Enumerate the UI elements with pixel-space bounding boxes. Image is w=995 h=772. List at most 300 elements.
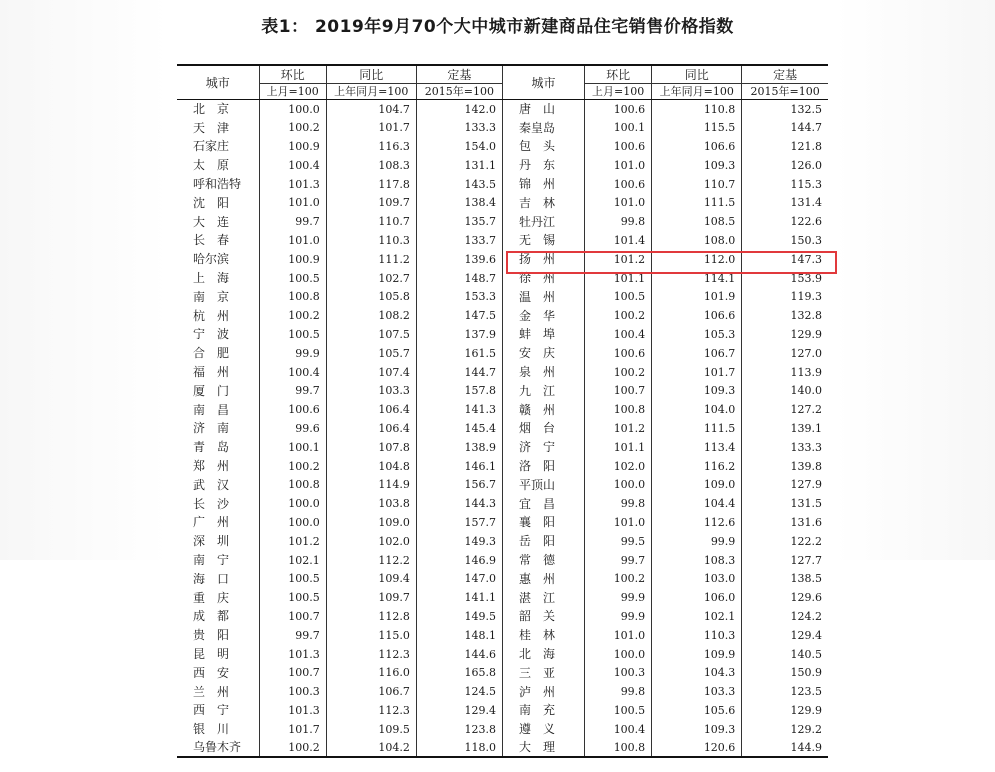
left-mom-cell: 100.2: [259, 457, 326, 476]
left-base-cell: 123.8: [416, 720, 502, 739]
header-mom-right: 环比: [585, 65, 652, 84]
right-city-cell: 桂 林: [502, 626, 584, 645]
left-base-cell: 153.3: [416, 287, 502, 306]
left-mom-cell: 100.3: [259, 682, 326, 701]
left-base-cell: 142.0: [416, 100, 502, 119]
right-base-cell: 144.7: [742, 118, 828, 137]
header-yoy-sub-right: 上年同月=100: [652, 84, 742, 100]
right-yoy-cell: 111.5: [652, 193, 742, 212]
left-mom-cell: 101.0: [259, 231, 326, 250]
page-shade-left: [0, 0, 168, 560]
left-mom-cell: 101.7: [259, 720, 326, 739]
right-base-cell: 139.8: [742, 457, 828, 476]
left-mom-cell: 101.3: [259, 645, 326, 664]
left-mom-cell: 100.9: [259, 250, 326, 269]
left-city-cell: 昆 明: [193, 647, 230, 661]
right-yoy-cell: 115.5: [652, 118, 742, 137]
right-city-cell: 宜 昌: [502, 494, 584, 513]
left-city-cell: 厦 门: [193, 383, 230, 398]
right-base-cell: 123.5: [742, 682, 828, 701]
left-city-cell: 宁 波: [193, 327, 230, 342]
right-mom-cell: 101.0: [585, 626, 652, 645]
left-base-cell: 138.9: [416, 438, 502, 457]
left-yoy-cell: 106.4: [326, 419, 416, 438]
left-mom-cell: 100.5: [259, 325, 326, 344]
left-mom-cell: 100.0: [259, 494, 326, 513]
right-yoy-cell: 112.6: [652, 513, 742, 532]
right-city-cell: 泉 州: [502, 363, 584, 382]
left-mom-cell: 101.0: [259, 193, 326, 212]
right-mom-cell: 101.2: [585, 250, 652, 269]
left-mom-cell: 100.7: [259, 607, 326, 626]
right-base-cell: 127.2: [742, 400, 828, 419]
right-yoy-cell: 104.3: [652, 663, 742, 682]
left-city-cell: 西 安: [193, 665, 230, 680]
right-yoy-cell: 109.9: [652, 645, 742, 664]
left-base-cell: 135.7: [416, 212, 502, 231]
left-mom-cell: 100.8: [259, 287, 326, 306]
table-row: [177, 287, 828, 306]
left-city-cell: 重 庆: [193, 590, 230, 605]
left-base-cell: 133.3: [416, 118, 502, 137]
left-base-cell: 138.4: [416, 193, 502, 212]
table-row: [177, 419, 828, 438]
left-yoy-cell: 104.7: [326, 100, 416, 119]
left-base-cell: 131.1: [416, 156, 502, 175]
left-yoy-cell: 109.5: [326, 720, 416, 739]
left-city-cell: 贵 阳: [193, 628, 230, 643]
right-mom-cell: 99.8: [585, 682, 652, 701]
right-mom-cell: 100.6: [585, 137, 652, 156]
right-mom-cell: 99.9: [585, 607, 652, 626]
right-city-cell: 洛 阳: [502, 457, 584, 476]
table-row: [177, 532, 828, 551]
left-yoy-cell: 101.7: [326, 118, 416, 137]
header-base-sub-left: 2015年=100: [416, 84, 502, 100]
right-mom-cell: 100.8: [585, 739, 652, 758]
table-row: [177, 475, 828, 494]
left-base-cell: 154.0: [416, 137, 502, 156]
left-yoy-cell: 110.3: [326, 231, 416, 250]
right-yoy-cell: 106.0: [652, 588, 742, 607]
table-row: [177, 682, 828, 701]
table-row: [177, 645, 828, 664]
header-base-sub-right: 2015年=100: [742, 84, 828, 100]
left-base-cell: 118.0: [416, 739, 502, 758]
left-base-cell: 147.0: [416, 569, 502, 588]
left-yoy-cell: 109.7: [326, 193, 416, 212]
left-base-cell: 148.1: [416, 626, 502, 645]
left-yoy-cell: 112.8: [326, 607, 416, 626]
right-yoy-cell: 106.6: [652, 137, 742, 156]
left-mom-cell: 100.4: [259, 363, 326, 382]
right-base-cell: 129.6: [742, 588, 828, 607]
right-yoy-cell: 120.6: [652, 739, 742, 758]
left-base-cell: 147.5: [416, 306, 502, 325]
right-yoy-cell: 114.1: [652, 269, 742, 288]
left-base-cell: 139.6: [416, 250, 502, 269]
right-mom-cell: 100.8: [585, 400, 652, 419]
table-row: [177, 118, 828, 137]
right-base-cell: 121.8: [742, 137, 828, 156]
left-base-cell: 156.7: [416, 475, 502, 494]
left-yoy-cell: 109.7: [326, 588, 416, 607]
right-yoy-cell: 108.0: [652, 231, 742, 250]
left-city-cell: 上 海: [193, 271, 230, 286]
right-base-cell: 126.0: [742, 156, 828, 175]
left-mom-cell: 100.7: [259, 663, 326, 682]
left-mom-cell: 101.3: [259, 701, 326, 720]
left-city-cell: 沈 阳: [193, 195, 230, 210]
left-mom-cell: 100.9: [259, 137, 326, 156]
table-row: [177, 193, 828, 212]
table-row: [177, 269, 828, 288]
table-row: [177, 588, 828, 607]
right-city-cell: 湛 江: [502, 588, 584, 607]
left-base-cell: 157.7: [416, 513, 502, 532]
table-row: [177, 156, 828, 175]
left-base-cell: 141.1: [416, 588, 502, 607]
right-mom-cell: 101.2: [585, 419, 652, 438]
left-city-cell: 青 岛: [193, 440, 230, 455]
right-mom-cell: 99.9: [585, 588, 652, 607]
left-city-cell: 郑 州: [193, 459, 230, 474]
right-base-cell: 150.9: [742, 663, 828, 682]
table-row: [177, 569, 828, 588]
right-city-cell: 襄 阳: [502, 513, 584, 532]
left-base-cell: 157.8: [416, 381, 502, 400]
left-city-cell: 杭 州: [193, 308, 230, 323]
left-mom-cell: 100.5: [259, 588, 326, 607]
right-mom-cell: 100.6: [585, 175, 652, 194]
left-mom-cell: 99.7: [259, 212, 326, 231]
left-yoy-cell: 116.0: [326, 663, 416, 682]
right-mom-cell: 101.4: [585, 231, 652, 250]
table-row: [177, 438, 828, 457]
header-base-left: 定基: [416, 65, 502, 84]
table-row: [177, 400, 828, 419]
left-city-cell: 大 连: [193, 214, 230, 229]
left-yoy-cell: 109.0: [326, 513, 416, 532]
right-mom-cell: 101.0: [585, 193, 652, 212]
left-base-cell: 165.8: [416, 663, 502, 682]
left-mom-cell: 100.2: [259, 739, 326, 758]
right-mom-cell: 100.1: [585, 118, 652, 137]
left-city-cell: 南 昌: [193, 402, 230, 417]
right-yoy-cell: 109.3: [652, 381, 742, 400]
right-mom-cell: 100.6: [585, 100, 652, 119]
right-base-cell: 140.5: [742, 645, 828, 664]
right-city-cell: 吉 林: [502, 193, 584, 212]
right-city-cell: 常 德: [502, 551, 584, 570]
right-yoy-cell: 108.5: [652, 212, 742, 231]
table-row: [177, 231, 828, 250]
left-yoy-cell: 102.7: [326, 269, 416, 288]
right-base-cell: 127.7: [742, 551, 828, 570]
left-yoy-cell: 112.3: [326, 645, 416, 664]
left-base-cell: 145.4: [416, 419, 502, 438]
right-yoy-cell: 103.0: [652, 569, 742, 588]
left-base-cell: 144.6: [416, 645, 502, 664]
header-yoy-right: 同比: [652, 65, 742, 84]
right-city-cell: 九 江: [502, 381, 584, 400]
right-mom-cell: 101.1: [585, 269, 652, 288]
right-base-cell: 131.6: [742, 513, 828, 532]
left-city-cell: 天 津: [193, 120, 230, 135]
left-mom-cell: 100.1: [259, 438, 326, 457]
header-city-left: 城市: [177, 65, 259, 100]
left-city-cell: 石家庄: [193, 139, 230, 154]
left-mom-cell: 99.6: [259, 419, 326, 438]
right-city-cell: 遵 义: [502, 720, 584, 739]
left-mom-cell: 99.7: [259, 626, 326, 645]
right-yoy-cell: 116.2: [652, 457, 742, 476]
right-yoy-cell: 103.3: [652, 682, 742, 701]
right-mom-cell: 101.0: [585, 513, 652, 532]
right-city-cell: 赣 州: [502, 400, 584, 419]
table-row: [177, 100, 828, 119]
right-yoy-cell: 112.0: [652, 250, 742, 269]
right-base-cell: 131.4: [742, 193, 828, 212]
left-mom-cell: 101.3: [259, 175, 326, 194]
left-yoy-cell: 115.0: [326, 626, 416, 645]
table-title: 表1： 2019年9月70个大中城市新建商品住宅销售价格指数: [261, 17, 734, 37]
left-mom-cell: 100.2: [259, 118, 326, 137]
left-city-cell: 武 汉: [193, 477, 230, 492]
right-yoy-cell: 108.3: [652, 551, 742, 570]
right-base-cell: 124.2: [742, 607, 828, 626]
left-city-cell: 银 川: [193, 722, 230, 737]
right-city-cell: 惠 州: [502, 569, 584, 588]
right-yoy-cell: 106.6: [652, 306, 742, 325]
right-city-cell: 济 宁: [502, 438, 584, 457]
left-base-cell: 144.3: [416, 494, 502, 513]
left-base-cell: 146.9: [416, 551, 502, 570]
left-yoy-cell: 107.8: [326, 438, 416, 457]
right-yoy-cell: 110.7: [652, 175, 742, 194]
right-city-cell: 岳 阳: [502, 532, 584, 551]
right-base-cell: 129.9: [742, 325, 828, 344]
right-city-cell: 无 锡: [502, 231, 584, 250]
left-base-cell: 144.7: [416, 363, 502, 382]
table-row: [177, 175, 828, 194]
right-yoy-cell: 110.3: [652, 626, 742, 645]
table-row: [177, 494, 828, 513]
right-base-cell: 144.9: [742, 739, 828, 758]
right-mom-cell: 99.8: [585, 494, 652, 513]
table-row: [177, 701, 828, 720]
right-city-cell: 扬 州: [502, 250, 584, 269]
right-mom-cell: 101.0: [585, 156, 652, 175]
right-yoy-cell: 106.7: [652, 344, 742, 363]
right-base-cell: 133.3: [742, 438, 828, 457]
right-base-cell: 122.6: [742, 212, 828, 231]
left-mom-cell: 102.1: [259, 551, 326, 570]
right-yoy-cell: 101.9: [652, 287, 742, 306]
right-city-cell: 泸 州: [502, 682, 584, 701]
right-city-cell: 蚌 埠: [502, 325, 584, 344]
left-city-cell: 长 沙: [193, 496, 230, 511]
left-yoy-cell: 104.8: [326, 457, 416, 476]
right-mom-cell: 99.5: [585, 532, 652, 551]
left-base-cell: 133.7: [416, 231, 502, 250]
right-city-cell: 徐 州: [502, 269, 584, 288]
right-mom-cell: 100.2: [585, 363, 652, 382]
right-base-cell: 139.1: [742, 419, 828, 438]
right-mom-cell: 100.6: [585, 344, 652, 363]
left-mom-cell: 100.0: [259, 100, 326, 119]
right-base-cell: 153.9: [742, 269, 828, 288]
table-row: [177, 381, 828, 400]
left-yoy-cell: 110.7: [326, 212, 416, 231]
table-row: [177, 607, 828, 626]
table-row: [177, 551, 828, 570]
left-city-cell: 哈尔滨: [193, 252, 230, 267]
right-base-cell: 119.3: [742, 287, 828, 306]
right-base-cell: 127.0: [742, 344, 828, 363]
table-row: [177, 137, 828, 156]
header-base-right: 定基: [742, 65, 828, 84]
left-mom-cell: 100.2: [259, 306, 326, 325]
left-base-cell: 149.5: [416, 607, 502, 626]
left-mom-cell: 100.5: [259, 569, 326, 588]
left-city-cell: 海 口: [193, 571, 230, 586]
table-row: [177, 325, 828, 344]
right-base-cell: 122.2: [742, 532, 828, 551]
table-row: [177, 306, 828, 325]
left-city-cell: 成 都: [193, 609, 230, 624]
left-yoy-cell: 106.7: [326, 682, 416, 701]
right-yoy-cell: 101.7: [652, 363, 742, 382]
left-city-cell: 兰 州: [193, 684, 230, 699]
left-yoy-cell: 104.2: [326, 739, 416, 758]
header-mom-sub-left: 上月=100: [259, 84, 326, 100]
left-yoy-cell: 112.3: [326, 701, 416, 720]
left-yoy-cell: 112.2: [326, 551, 416, 570]
right-base-cell: 140.0: [742, 381, 828, 400]
left-base-cell: 146.1: [416, 457, 502, 476]
right-yoy-cell: 99.9: [652, 532, 742, 551]
left-yoy-cell: 107.5: [326, 325, 416, 344]
right-city-cell: 锦 州: [502, 175, 584, 194]
left-city-cell: 南 京: [193, 289, 230, 304]
right-base-cell: 132.8: [742, 306, 828, 325]
left-yoy-cell: 103.3: [326, 381, 416, 400]
right-city-cell: 大 理: [502, 739, 584, 758]
left-city-cell: 济 南: [193, 421, 230, 436]
right-mom-cell: 99.8: [585, 212, 652, 231]
left-city-cell: 合 肥: [193, 346, 230, 361]
right-mom-cell: 100.2: [585, 569, 652, 588]
left-base-cell: 141.3: [416, 400, 502, 419]
page-shade-right: [835, 0, 995, 560]
left-mom-cell: 100.6: [259, 400, 326, 419]
left-mom-cell: 100.0: [259, 513, 326, 532]
right-yoy-cell: 109.0: [652, 475, 742, 494]
right-base-cell: 129.4: [742, 626, 828, 645]
price-index-table: [177, 64, 828, 758]
right-mom-cell: 100.0: [585, 475, 652, 494]
table-row: [177, 250, 828, 269]
right-yoy-cell: 105.6: [652, 701, 742, 720]
right-yoy-cell: 104.0: [652, 400, 742, 419]
right-yoy-cell: 104.4: [652, 494, 742, 513]
right-mom-cell: 100.0: [585, 645, 652, 664]
right-yoy-cell: 105.3: [652, 325, 742, 344]
left-base-cell: 149.3: [416, 532, 502, 551]
table-header: [177, 65, 828, 100]
left-city-cell: 乌鲁木齐: [177, 739, 259, 758]
left-city-cell: 长 春: [193, 233, 230, 248]
right-base-cell: 113.9: [742, 363, 828, 382]
right-mom-cell: 100.7: [585, 381, 652, 400]
left-mom-cell: 100.8: [259, 475, 326, 494]
left-yoy-cell: 106.4: [326, 400, 416, 419]
right-base-cell: 129.9: [742, 701, 828, 720]
left-city-cell: 福 州: [193, 365, 230, 380]
left-yoy-cell: 108.3: [326, 156, 416, 175]
right-city-cell: 南 充: [502, 701, 584, 720]
left-mom-cell: 99.9: [259, 344, 326, 363]
left-yoy-cell: 117.8: [326, 175, 416, 194]
right-city-cell: 温 州: [502, 287, 584, 306]
right-mom-cell: 102.0: [585, 457, 652, 476]
left-yoy-cell: 102.0: [326, 532, 416, 551]
left-base-cell: 143.5: [416, 175, 502, 194]
right-city-cell: 三 亚: [502, 663, 584, 682]
right-mom-cell: 100.5: [585, 287, 652, 306]
right-base-cell: 127.9: [742, 475, 828, 494]
left-base-cell: 129.4: [416, 701, 502, 720]
right-city-cell: 金 华: [502, 306, 584, 325]
right-base-cell: 132.5: [742, 100, 828, 119]
left-mom-cell: 100.5: [259, 269, 326, 288]
right-city-cell: 烟 台: [502, 419, 584, 438]
header-mom-sub-right: 上月=100: [585, 84, 652, 100]
left-yoy-cell: 109.4: [326, 569, 416, 588]
right-mom-cell: 100.2: [585, 306, 652, 325]
right-base-cell: 131.5: [742, 494, 828, 513]
table-row: [177, 344, 828, 363]
right-city-cell: 安 庆: [502, 344, 584, 363]
left-yoy-cell: 105.7: [326, 344, 416, 363]
left-mom-cell: 99.7: [259, 381, 326, 400]
right-mom-cell: 101.1: [585, 438, 652, 457]
table-row: [177, 212, 828, 231]
left-yoy-cell: 103.8: [326, 494, 416, 513]
left-yoy-cell: 107.4: [326, 363, 416, 382]
left-yoy-cell: 116.3: [326, 137, 416, 156]
right-yoy-cell: 111.5: [652, 419, 742, 438]
left-base-cell: 148.7: [416, 269, 502, 288]
right-mom-cell: 100.5: [585, 701, 652, 720]
left-mom-cell: 100.4: [259, 156, 326, 175]
table-body: [177, 100, 828, 758]
left-city-cell: 太 原: [193, 158, 230, 173]
header-yoy-sub-left: 上年同月=100: [326, 84, 416, 100]
right-base-cell: 138.5: [742, 569, 828, 588]
table-row: [177, 720, 828, 739]
left-yoy-cell: 108.2: [326, 306, 416, 325]
right-yoy-cell: 110.8: [652, 100, 742, 119]
right-city-cell: 北 海: [502, 645, 584, 664]
right-base-cell: 129.2: [742, 720, 828, 739]
left-city-cell: 广 州: [193, 515, 230, 530]
left-city-cell: 呼和浩特: [193, 177, 242, 192]
right-city-cell: 唐 山: [502, 100, 584, 119]
right-mom-cell: 100.4: [585, 325, 652, 344]
right-mom-cell: 99.7: [585, 551, 652, 570]
